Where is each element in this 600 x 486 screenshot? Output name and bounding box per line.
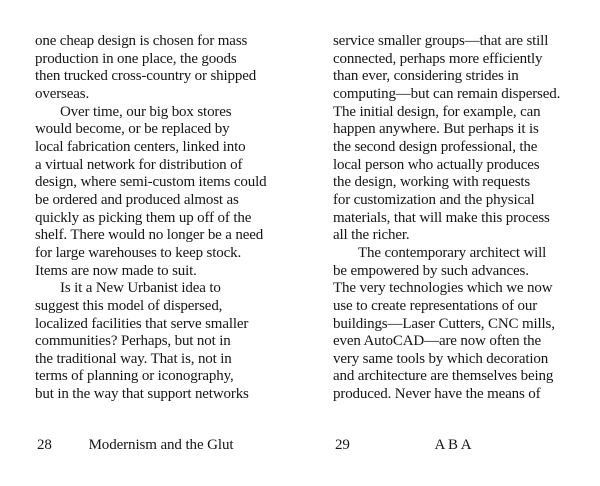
text-line: and architecture are themselves being bbox=[333, 368, 554, 385]
text-line: for customization and the physical bbox=[333, 191, 535, 208]
text-line: shelf. There would no longer be a need bbox=[35, 227, 264, 244]
text-line: use to create representations of our bbox=[333, 297, 538, 314]
page-right-text bbox=[333, 33, 573, 404]
page-left-footer bbox=[35, 437, 287, 457]
text-line: the design, working with requests bbox=[333, 174, 531, 191]
text-line: Over time, our big box stores bbox=[60, 103, 232, 120]
text-line: overseas. bbox=[35, 85, 90, 102]
text-line: produced. Never have the means of bbox=[333, 386, 541, 403]
text-line: a virtual network for distribution of bbox=[35, 156, 243, 173]
text-line: design, where semi-custom items could bbox=[35, 174, 267, 191]
text-line: production in one place, the goods bbox=[35, 50, 237, 67]
text-line: be ordered and produced almost as bbox=[35, 191, 239, 208]
text-line: be empowered by such advances. bbox=[333, 262, 529, 279]
text-line: local person who actually produces bbox=[333, 156, 540, 173]
running-title-left: Modernism and the Glut bbox=[88, 437, 234, 453]
text-line: but in the way that support networks bbox=[35, 386, 249, 403]
text-line: The initial design, for example, can bbox=[333, 103, 541, 120]
text-line: would become, or be replaced by bbox=[35, 121, 230, 138]
text-line: happen anywhere. But perhaps it is bbox=[333, 121, 539, 138]
text-line: the second design professional, the bbox=[333, 138, 538, 155]
text-line: connected, perhaps more efficiently bbox=[333, 50, 543, 67]
text-line: Items are now made to suit. bbox=[35, 262, 197, 279]
text-line: very same tools by which decoration bbox=[333, 350, 549, 367]
text-line: The contemporary architect will bbox=[358, 244, 547, 261]
text-line: terms of planning or iconography, bbox=[35, 368, 234, 385]
text-line: The very technologies which we now bbox=[333, 280, 553, 297]
text-line: even AutoCAD—are now often the bbox=[333, 333, 541, 350]
text-line: service smaller groups—that are still bbox=[333, 33, 549, 49]
running-title-right: A B A bbox=[434, 437, 472, 453]
text-line: the traditional way. That is, not in bbox=[35, 350, 232, 367]
text-line: than ever, considering strides in bbox=[333, 68, 519, 85]
text-line: one cheap design is chosen for mass bbox=[35, 33, 248, 49]
text-line: quickly as picking them up off of the bbox=[35, 209, 252, 226]
page-left-text bbox=[35, 33, 287, 404]
text-line: all the richer. bbox=[333, 227, 410, 244]
text-line: local fabrication centers, linked into bbox=[35, 138, 246, 155]
page-left bbox=[35, 33, 287, 486]
text-line: materials, that will make this process bbox=[333, 209, 550, 226]
text-line: computing—but can remain dispersed. bbox=[333, 85, 561, 102]
text-line: localized facilities that serve smaller bbox=[35, 315, 249, 332]
page-number-left: 28 bbox=[37, 437, 52, 453]
text-line: then trucked cross-country or shipped bbox=[35, 68, 257, 85]
text-line: suggest this model of dispersed, bbox=[35, 297, 223, 314]
text-line: for large warehouses to keep stock. bbox=[35, 244, 242, 261]
page-right bbox=[333, 33, 573, 486]
text-line: buildings—Laser Cutters, CNC mills, bbox=[333, 315, 555, 332]
text-line: communities? Perhaps, but not in bbox=[35, 333, 231, 350]
page-number-right: 29 bbox=[335, 437, 350, 453]
page-right-footer bbox=[333, 437, 573, 457]
text-line: Is it a New Urbanist idea to bbox=[60, 280, 221, 297]
